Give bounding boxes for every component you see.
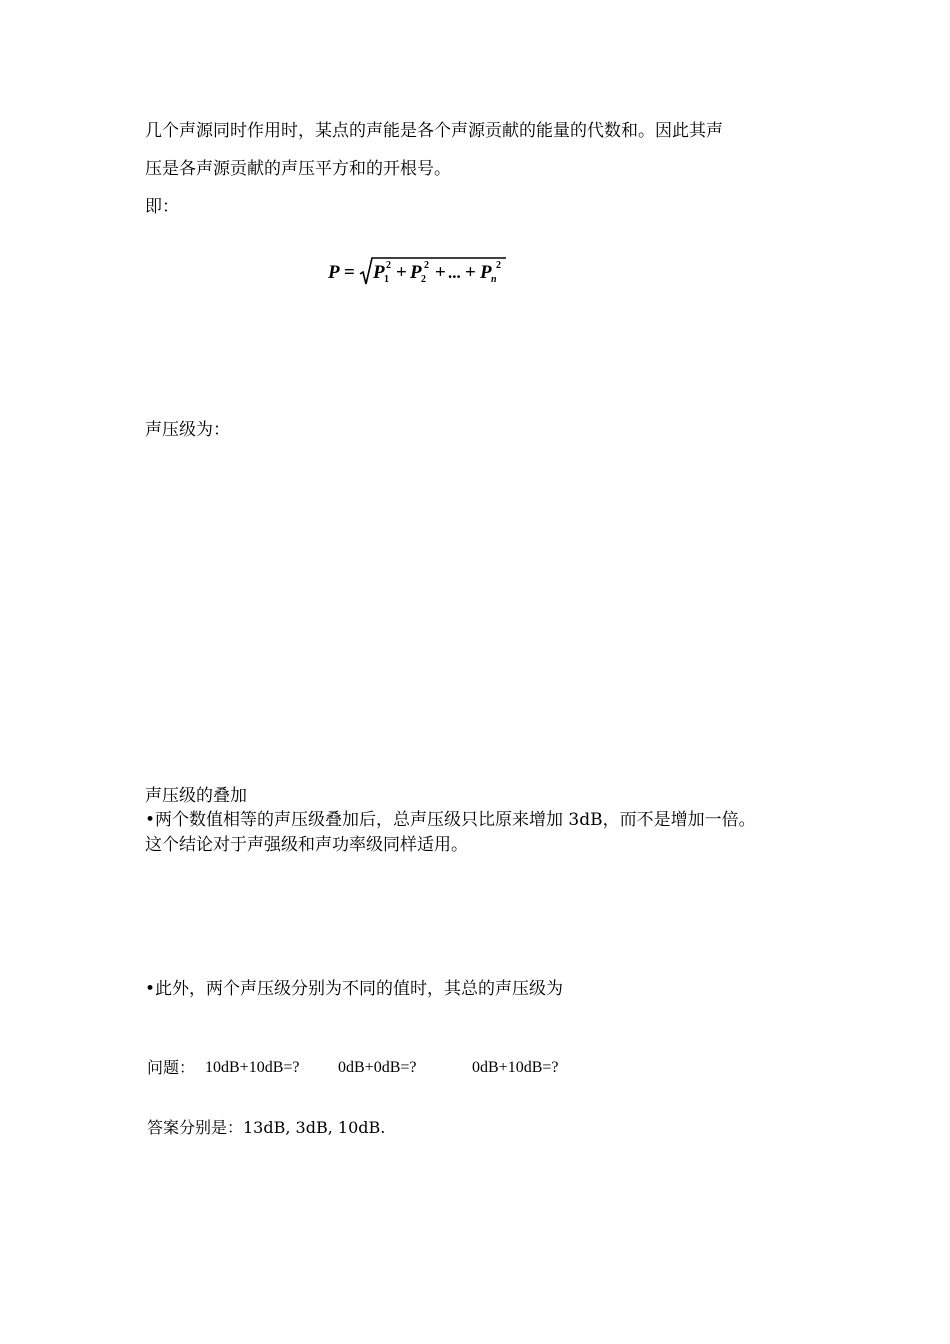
formula-pn-sub: n (491, 274, 497, 285)
paragraph-line-3: 即： (145, 197, 179, 217)
superposition-heading: 声压级的叠加 (145, 786, 247, 806)
formula-p2: P (410, 262, 422, 283)
formula-p1-sup: 2 (386, 260, 391, 271)
question-3: 0dB+10dB=? (472, 1059, 559, 1076)
formula-p1-sub: 1 (384, 274, 389, 285)
formula-plus-1: + (396, 262, 407, 283)
formula-ellipsis: ... (448, 263, 461, 282)
formula-svg (328, 254, 518, 290)
formula-plus-2: + (435, 262, 446, 283)
question-1: 10dB+10dB=? (205, 1059, 300, 1076)
question-label: 问题： (147, 1058, 196, 1077)
formula-lhs: P (328, 262, 340, 283)
answer-text: 答案分别是：13dB, 3dB, 10dB. (147, 1118, 386, 1137)
formula-pn-sup: 2 (496, 260, 501, 271)
superposition-bullet-1: •两个数值相等的声压级叠加后，总声压级只比原来增加 3dB，而不是增加一倍。 (145, 810, 756, 830)
superposition-bullet-2: •此外，两个声压级分别为不同的值时，其总的声压级为 (145, 979, 564, 999)
sound-pressure-sum-formula (328, 254, 518, 290)
paragraph-line-2: 压是各声源贡献的声压平方和的开根号。 (145, 159, 451, 179)
paragraph-line-1: 几个声源同时作用时，某点的声能是各个声源贡献的能量的代数和。因此其声 (145, 121, 723, 141)
formula-pn: P (480, 262, 492, 283)
formula-p2-sub: 2 (421, 274, 426, 285)
formula-p1: P (373, 262, 385, 283)
superposition-bullet-1-continued: 这个结论对于声强级和声功率级同样适用。 (145, 835, 468, 855)
formula-plus-3: + (465, 262, 476, 283)
spl-label: 声压级为： (145, 420, 230, 440)
formula-equals: = (344, 262, 355, 283)
formula-p2-sup: 2 (424, 260, 429, 271)
question-2: 0dB+0dB=? (338, 1059, 417, 1076)
